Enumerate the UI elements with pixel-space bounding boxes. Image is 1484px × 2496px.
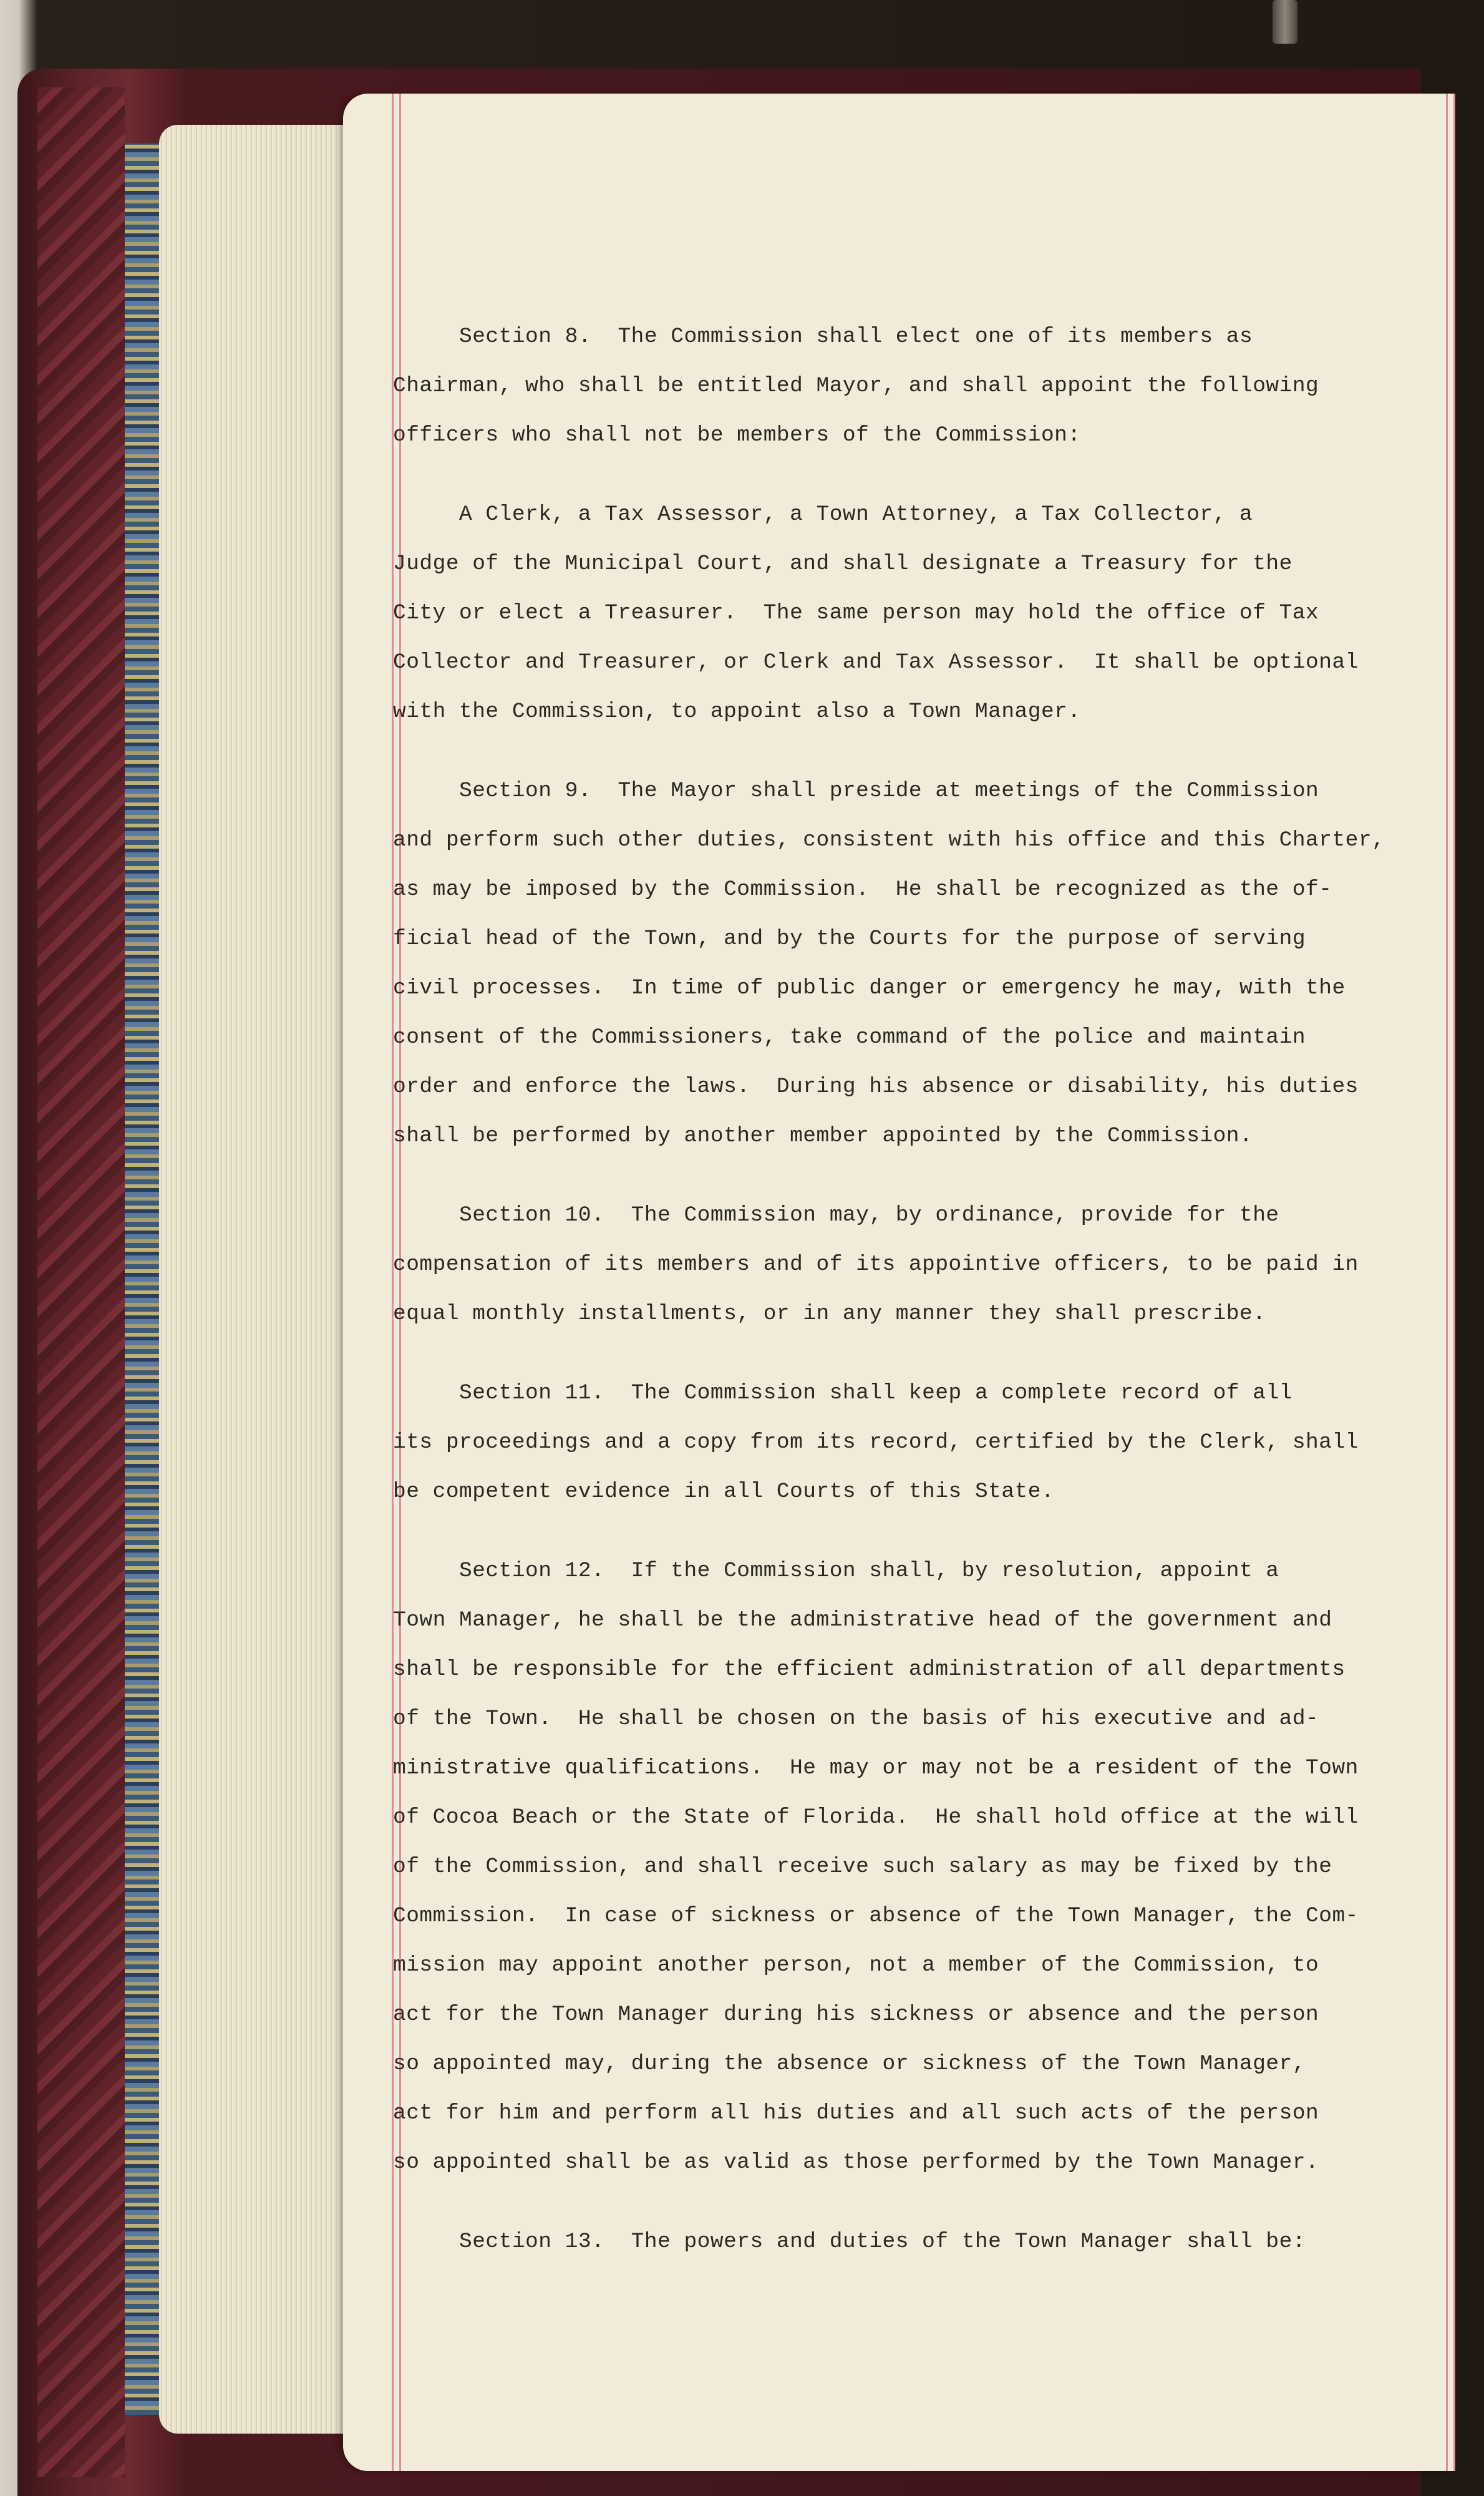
margin-line-right-1 xyxy=(1446,94,1448,2471)
text-line: A Clerk, a Tax Assessor, a Town Attorney, a Tax Collector, a xyxy=(393,502,1253,527)
text-line: civil processes. In time of public danger or emergency he may, with the xyxy=(393,976,1346,1000)
text-line: Chairman, who shall be entitled Mayor, and shall appoint the following xyxy=(393,374,1319,398)
text-line: officers who shall not be members of the Commission: xyxy=(393,423,1081,447)
paragraph-section-8 xyxy=(393,312,1441,460)
text-line: Section 9. The Mayor shall preside at meetings of the Commission xyxy=(393,779,1319,803)
text-line: Section 13. The powers and duties of the Town Manager shall be: xyxy=(393,2230,1306,2254)
text-line: ficial head of the Town, and by the Courts for the purpose of serving xyxy=(393,927,1306,951)
text-line: equal monthly installments, or in any manner they shall prescribe. xyxy=(393,1302,1266,1326)
text-line: act for the Town Manager during his sickness or absence and the person xyxy=(393,2002,1319,2027)
text-line: of Cocoa Beach or the State of Florida. He shall hold office at the will xyxy=(393,1805,1359,1830)
text-line: of the Town. He shall be chosen on the basis of his executive and ad- xyxy=(393,1707,1319,1731)
text-line: and perform such other duties, consistent with his office and this Charter, xyxy=(393,828,1385,852)
paragraph-section-10 xyxy=(393,1191,1441,1338)
margin-line-right-2 xyxy=(1453,94,1455,2471)
text-line: Section 12. If the Commission shall, by resolution, appoint a xyxy=(393,1559,1279,1583)
paragraph-section-9 xyxy=(393,766,1441,1161)
paragraph-section-11 xyxy=(393,1368,1441,1516)
cover-spine-texture xyxy=(37,87,125,2477)
text-line: shall be performed by another member appointed by the Commission. xyxy=(393,1124,1253,1148)
typed-text-body xyxy=(393,312,1441,2296)
text-line: Commission. In case of sickness or absence of the Town Manager, the Com- xyxy=(393,1904,1359,1928)
text-line: compensation of its members and of its appointive officers, to be paid in xyxy=(393,1252,1359,1277)
text-line: shall be responsible for the efficient administration of all departments xyxy=(393,1657,1346,1682)
text-line: Section 8. The Commission shall elect one of its members as xyxy=(393,324,1253,349)
text-line: its proceedings and a copy from its record, certified by the Clerk, shall xyxy=(393,1430,1359,1455)
marbled-page-edge xyxy=(125,144,162,2415)
text-line: so appointed may, during the absence or sickness of the Town Manager, xyxy=(393,2052,1306,2076)
text-line: as may be imposed by the Commission. He shall be recognized as the of- xyxy=(393,877,1332,902)
text-line: ministrative qualifications. He may or may not be a resident of the Town xyxy=(393,1756,1359,1780)
text-line: mission may appoint another person, not a member of the Commission, to xyxy=(393,1953,1319,1977)
text-line: be competent evidence in all Courts of this State. xyxy=(393,1480,1055,1504)
text-line: consent of the Commissioners, take command of the police and maintain xyxy=(393,1025,1306,1050)
paragraph-section-12 xyxy=(393,1546,1441,2187)
text-line: act for him and perform all his duties and all such acts of the person xyxy=(393,2101,1319,2125)
text-line: Section 10. The Commission may, by ordinance, provide for the xyxy=(393,1203,1279,1227)
metal-clasp xyxy=(1273,0,1297,44)
text-line: Judge of the Municipal Court, and shall designate a Treasury for the xyxy=(393,552,1292,576)
text-line: Town Manager, he shall be the administrative head of the government and xyxy=(393,1608,1332,1632)
text-line: Collector and Treasurer, or Clerk and Tax Assessor. It shall be optional xyxy=(393,650,1359,675)
text-line: so appointed shall be as valid as those performed by the Town Manager. xyxy=(393,2150,1319,2175)
text-line: City or elect a Treasurer. The same person may hold the office of Tax xyxy=(393,601,1319,625)
paragraph-section-13 xyxy=(393,2217,1441,2266)
text-line: of the Commission, and shall receive such salary as may be fixed by the xyxy=(393,1855,1332,1879)
text-line: order and enforce the laws. During his absence or disability, his duties xyxy=(393,1075,1359,1099)
text-line: Section 11. The Commission shall keep a complete record of all xyxy=(393,1381,1292,1405)
page-stack xyxy=(159,125,359,2434)
text-line: with the Commission, to appoint also a Town Manager. xyxy=(393,700,1081,724)
paragraph-officers xyxy=(393,490,1441,736)
